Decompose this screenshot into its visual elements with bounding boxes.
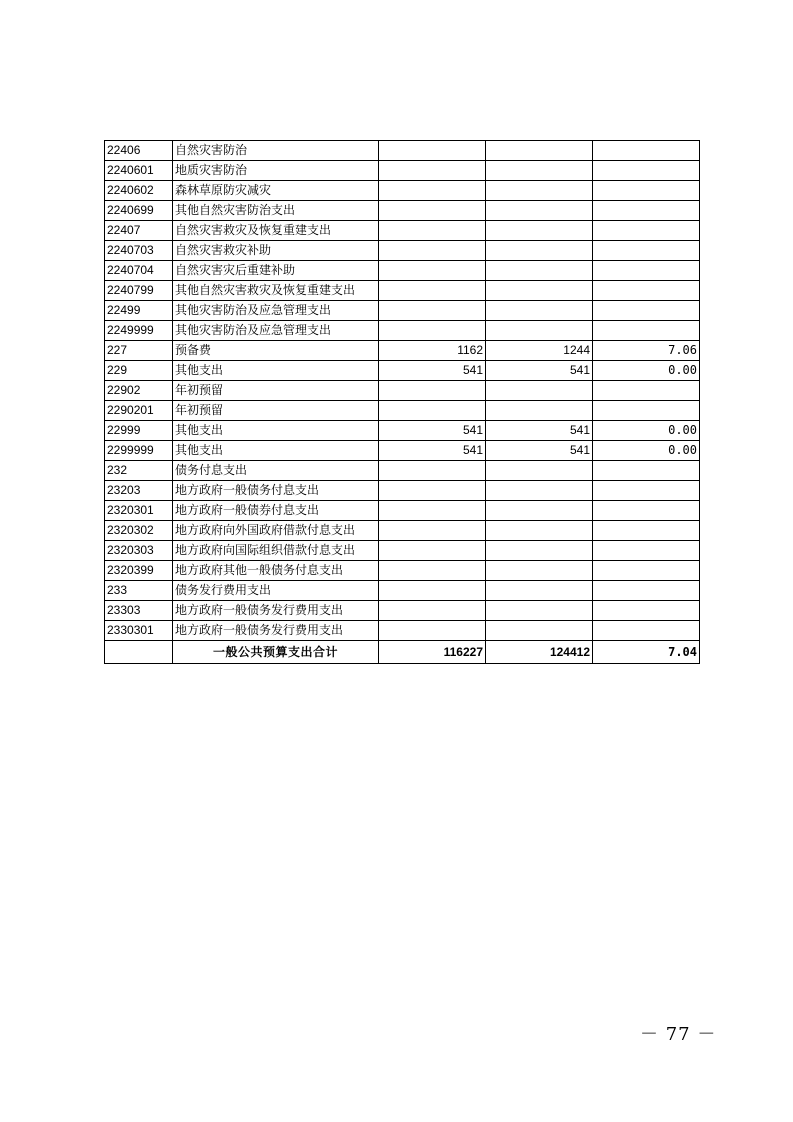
- item-code-cell: 22902: [105, 381, 173, 401]
- item-name-cell: 其他灾害防治及应急管理支出: [173, 321, 379, 341]
- budget-value-cell: [379, 401, 486, 421]
- item-code-cell: 2240799: [105, 281, 173, 301]
- item-name-cell: 其他支出: [173, 361, 379, 381]
- growth-rate-cell: [593, 281, 700, 301]
- item-code-cell: 233: [105, 581, 173, 601]
- table-row: [105, 201, 700, 221]
- growth-rate-cell: [593, 481, 700, 501]
- item-code-cell: 23203: [105, 481, 173, 501]
- table-row: [105, 561, 700, 581]
- table-row: [105, 521, 700, 541]
- item-code-cell: 22406: [105, 141, 173, 161]
- item-name-cell: 地方政府一般债务发行费用支出: [173, 601, 379, 621]
- growth-rate-cell: [593, 161, 700, 181]
- table-row: [105, 501, 700, 521]
- item-name-cell: 地方政府一般债务付息支出: [173, 481, 379, 501]
- item-code-cell: 2320303: [105, 541, 173, 561]
- growth-rate-cell: [593, 501, 700, 521]
- table-row: [105, 301, 700, 321]
- item-code-cell: 2299999: [105, 441, 173, 461]
- budget-value-cell: [379, 161, 486, 181]
- budget-value-cell: [379, 281, 486, 301]
- growth-rate-cell: [593, 541, 700, 561]
- item-code-cell: 2240601: [105, 161, 173, 181]
- actual-value-cell: [486, 601, 593, 621]
- item-code-cell: 2249999: [105, 321, 173, 341]
- budget-value-cell: 541: [379, 441, 486, 461]
- growth-rate-cell: [593, 521, 700, 541]
- page-number: － 77 －: [640, 1024, 717, 1045]
- item-code-cell: 2320302: [105, 521, 173, 541]
- budget-value-cell: [379, 301, 486, 321]
- item-code-cell: 2320399: [105, 561, 173, 581]
- table-row: [105, 341, 700, 361]
- table-row: [105, 321, 700, 341]
- actual-value-cell: 541: [486, 441, 593, 461]
- item-name-cell: 自然灾害救灾补助: [173, 241, 379, 261]
- actual-value-cell: [486, 161, 593, 181]
- item-name-cell: 其他支出: [173, 441, 379, 461]
- item-code-cell: 2290201: [105, 401, 173, 421]
- table-row: [105, 241, 700, 261]
- actual-value-cell: [486, 501, 593, 521]
- item-code-cell: 232: [105, 461, 173, 481]
- total-actual-value: 124412: [486, 641, 593, 664]
- table-row: [105, 441, 700, 461]
- total-growth-rate: 7.04: [593, 641, 700, 664]
- item-code-cell: 227: [105, 341, 173, 361]
- item-name-cell: 自然灾害防治: [173, 141, 379, 161]
- item-name-cell: 预备费: [173, 341, 379, 361]
- growth-rate-cell: [593, 581, 700, 601]
- growth-rate-cell: [593, 181, 700, 201]
- growth-rate-cell: [593, 461, 700, 481]
- budget-value-cell: [379, 141, 486, 161]
- table-body: [105, 141, 700, 664]
- budget-value-cell: [379, 561, 486, 581]
- growth-rate-cell: [593, 201, 700, 221]
- budget-value-cell: [379, 201, 486, 221]
- budget-value-cell: [379, 241, 486, 261]
- item-code-cell: 2330301: [105, 621, 173, 641]
- actual-value-cell: [486, 201, 593, 221]
- growth-rate-cell: [593, 401, 700, 421]
- actual-value-cell: [486, 261, 593, 281]
- growth-rate-cell: [593, 561, 700, 581]
- budget-value-cell: 541: [379, 361, 486, 381]
- growth-rate-cell: 7.06: [593, 341, 700, 361]
- item-name-cell: 地方政府一般债务发行费用支出: [173, 621, 379, 641]
- item-code-cell: 22407: [105, 221, 173, 241]
- item-code-cell: 2240699: [105, 201, 173, 221]
- actual-value-cell: [486, 461, 593, 481]
- growth-rate-cell: 0.00: [593, 441, 700, 461]
- budget-value-cell: [379, 501, 486, 521]
- growth-rate-cell: [593, 621, 700, 641]
- actual-value-cell: [486, 321, 593, 341]
- actual-value-cell: [486, 481, 593, 501]
- item-name-cell: 地方政府向外国政府借款付息支出: [173, 521, 379, 541]
- table-row: [105, 581, 700, 601]
- growth-rate-cell: 0.00: [593, 421, 700, 441]
- item-code-cell: 2240703: [105, 241, 173, 261]
- budget-value-cell: [379, 521, 486, 541]
- actual-value-cell: [486, 581, 593, 601]
- budget-value-cell: [379, 581, 486, 601]
- actual-value-cell: [486, 561, 593, 581]
- growth-rate-cell: [593, 221, 700, 241]
- budget-value-cell: [379, 481, 486, 501]
- growth-rate-cell: [593, 381, 700, 401]
- actual-value-cell: [486, 241, 593, 261]
- budget-expenditure-table: [104, 140, 700, 664]
- table-row: [105, 361, 700, 381]
- table-row: [105, 141, 700, 161]
- budget-value-cell: [379, 261, 486, 281]
- budget-value-cell: [379, 381, 486, 401]
- item-code-cell: 2240704: [105, 261, 173, 281]
- actual-value-cell: [486, 381, 593, 401]
- actual-value-cell: [486, 181, 593, 201]
- actual-value-cell: 541: [486, 421, 593, 441]
- growth-rate-cell: [593, 241, 700, 261]
- item-name-cell: 其他自然灾害救灾及恢复重建支出: [173, 281, 379, 301]
- growth-rate-cell: 0.00: [593, 361, 700, 381]
- budget-value-cell: [379, 461, 486, 481]
- table-row: [105, 621, 700, 641]
- actual-value-cell: [486, 141, 593, 161]
- budget-value-cell: [379, 221, 486, 241]
- item-code-cell: 22999: [105, 421, 173, 441]
- actual-value-cell: [486, 281, 593, 301]
- actual-value-cell: [486, 521, 593, 541]
- item-name-cell: 地方政府向国际组织借款付息支出: [173, 541, 379, 561]
- item-code-cell: 229: [105, 361, 173, 381]
- item-code-cell: 2320301: [105, 501, 173, 521]
- actual-value-cell: [486, 541, 593, 561]
- item-name-cell: 地方政府其他一般债务付息支出: [173, 561, 379, 581]
- budget-value-cell: [379, 181, 486, 201]
- table-row: [105, 461, 700, 481]
- total-code-cell: [105, 641, 173, 664]
- budget-value-cell: [379, 601, 486, 621]
- budget-value-cell: 1162: [379, 341, 486, 361]
- table-row: [105, 381, 700, 401]
- table-row: [105, 181, 700, 201]
- item-code-cell: 23303: [105, 601, 173, 621]
- total-budget-value: 116227: [379, 641, 486, 664]
- item-name-cell: 森林草原防灾减灾: [173, 181, 379, 201]
- growth-rate-cell: [593, 141, 700, 161]
- item-name-cell: 地质灾害防治: [173, 161, 379, 181]
- table-row: [105, 161, 700, 181]
- growth-rate-cell: [593, 601, 700, 621]
- item-name-cell: 其他支出: [173, 421, 379, 441]
- actual-value-cell: 541: [486, 361, 593, 381]
- item-name-cell: 债务付息支出: [173, 461, 379, 481]
- table-row: [105, 401, 700, 421]
- table-row: [105, 601, 700, 621]
- growth-rate-cell: [593, 261, 700, 281]
- item-name-cell: 自然灾害救灾及恢复重建支出: [173, 221, 379, 241]
- table-row: [105, 261, 700, 281]
- item-name-cell: 其他自然灾害防治支出: [173, 201, 379, 221]
- total-row: [105, 641, 700, 664]
- budget-value-cell: [379, 541, 486, 561]
- budget-value-cell: 541: [379, 421, 486, 441]
- actual-value-cell: [486, 301, 593, 321]
- item-name-cell: 年初预留: [173, 401, 379, 421]
- table-row: [105, 221, 700, 241]
- budget-value-cell: [379, 621, 486, 641]
- actual-value-cell: [486, 621, 593, 641]
- table-row: [105, 281, 700, 301]
- item-name-cell: 自然灾害灾后重建补助: [173, 261, 379, 281]
- growth-rate-cell: [593, 321, 700, 341]
- item-name-cell: 年初预留: [173, 381, 379, 401]
- actual-value-cell: 1244: [486, 341, 593, 361]
- item-code-cell: 2240602: [105, 181, 173, 201]
- item-name-cell: 其他灾害防治及应急管理支出: [173, 301, 379, 321]
- item-name-cell: 债务发行费用支出: [173, 581, 379, 601]
- item-code-cell: 22499: [105, 301, 173, 321]
- actual-value-cell: [486, 401, 593, 421]
- table-row: [105, 541, 700, 561]
- item-name-cell: 地方政府一般债券付息支出: [173, 501, 379, 521]
- table-row: [105, 481, 700, 501]
- actual-value-cell: [486, 221, 593, 241]
- budget-value-cell: [379, 321, 486, 341]
- table-row: [105, 421, 700, 441]
- total-label: 一般公共预算支出合计: [173, 641, 379, 664]
- growth-rate-cell: [593, 301, 700, 321]
